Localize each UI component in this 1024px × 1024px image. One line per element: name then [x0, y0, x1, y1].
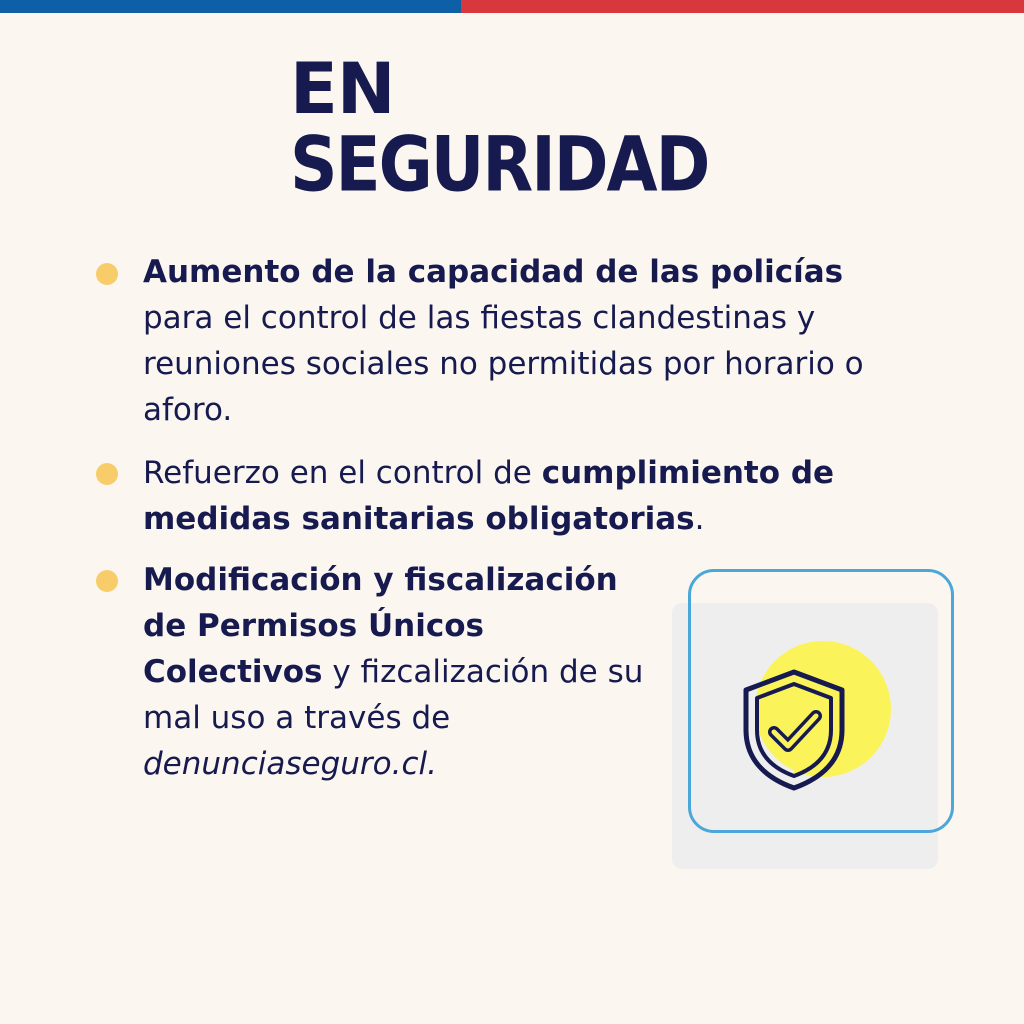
bullet-bold: Modificación y fiscalización de Permisos Únicos Colectivos — [143, 562, 618, 690]
bullet-item-sanitary — [143, 450, 933, 542]
bullet-dot — [96, 463, 118, 485]
top-bar-blue — [0, 0, 461, 13]
bullet-item-permits — [143, 557, 663, 787]
bullet-bold: Aumento de la capacidad de las policías — [143, 254, 844, 290]
title-line-1: EN — [290, 48, 395, 130]
bullet-dot — [96, 263, 118, 285]
shield-check-icon — [738, 668, 850, 792]
bullet-item-police — [143, 249, 923, 433]
bullet-bold: cumplimiento de medidas sanitarias obligatorias — [143, 455, 835, 537]
page-title — [290, 48, 709, 209]
bullet-dot — [96, 570, 118, 592]
website-text: denunciaseguro.cl. — [143, 746, 437, 782]
top-color-bar — [0, 0, 1024, 13]
title-line-2: SEGURIDAD — [290, 120, 709, 209]
bullet-text: y fizcalización de su mal uso a través de — [143, 654, 644, 736]
top-bar-red — [461, 0, 1024, 13]
bullet-text: para el control de las fiestas clandestinas y reuniones sociales no permitidas por horario o aforo. — [143, 300, 864, 428]
bullet-text-end: . — [694, 501, 705, 537]
bullet-text: Refuerzo en el control de — [143, 455, 542, 491]
